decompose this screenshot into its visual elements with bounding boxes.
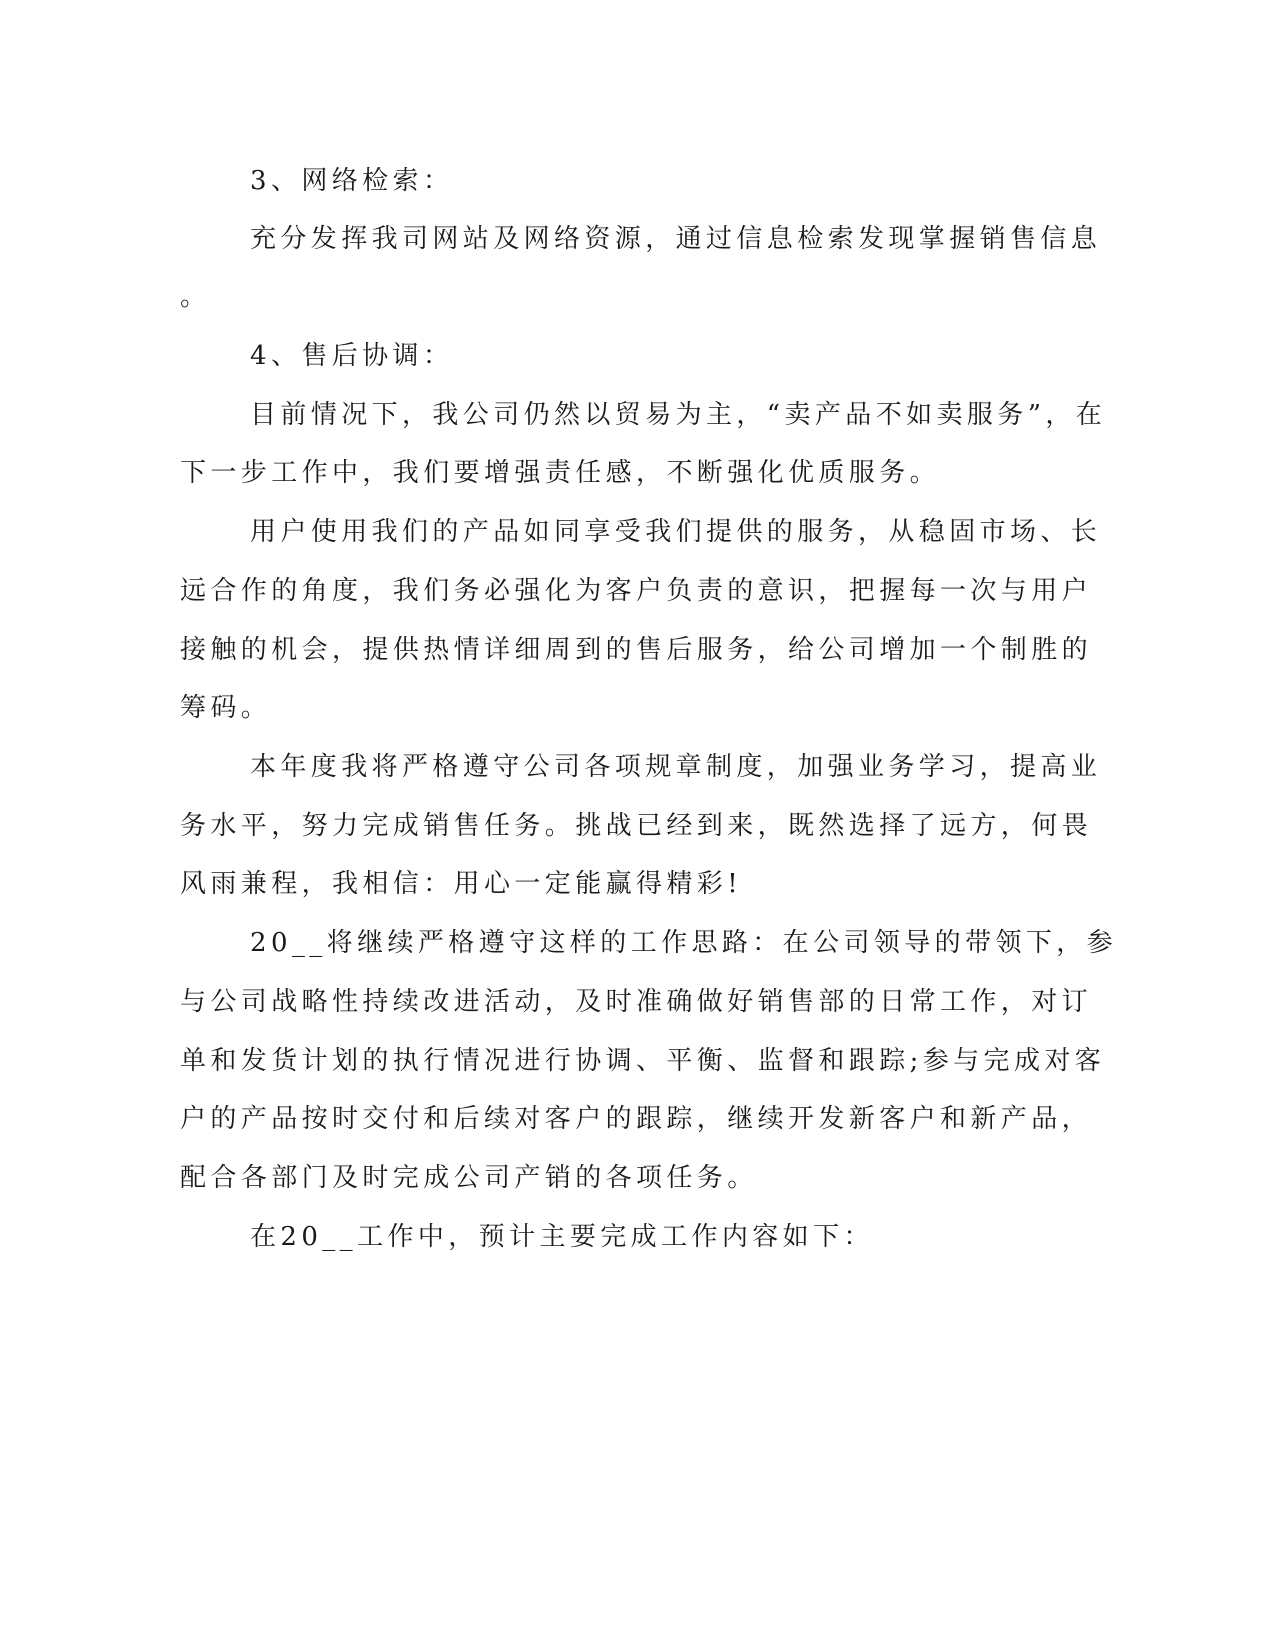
paragraph-line: 筹码。 — [180, 693, 272, 723]
paragraph-line: 与公司战略性持续改进活动，及时准确做好销售部的日常工作，对订 — [180, 987, 1093, 1017]
section-heading-web-search: 3、网络检索： — [250, 166, 454, 196]
paragraph-line: 。 — [180, 282, 211, 312]
paragraph-line: 户的产品按时交付和后续对客户的跟踪，继续开发新客户和新产品， — [180, 1104, 1093, 1134]
paragraph-line: 风雨兼程，我相信：用心一定能赢得精彩! — [180, 869, 743, 899]
paragraph-line: 配合各部门及时完成公司产销的各项任务。 — [180, 1163, 758, 1193]
paragraph-line: 目前情况下，我公司仍然以贸易为主，“卖产品不如卖服务”，在 — [250, 400, 1107, 430]
paragraph-line: 务水平，努力完成销售任务。挑战已经到来，既然选择了远方，何畏 — [180, 811, 1093, 841]
paragraph-line: 下一步工作中，我们要增强责任感，不断强化优质服务。 — [180, 458, 941, 488]
paragraph-line: 本年度我将严格遵守公司各项规章制度，加强业务学习，提高业 — [250, 752, 1102, 782]
paragraph-line: 远合作的角度，我们务必强化为客户负责的意识，把握每一次与用户 — [180, 576, 1093, 606]
paragraph-line: 用户使用我们的产品如同享受我们提供的服务，从稳固市场、长 — [250, 517, 1102, 547]
paragraph-line: 在20__工作中，预计主要完成工作内容如下： — [250, 1222, 874, 1252]
paragraph-line: 充分发挥我司网站及网络资源，通过信息检索发现掌握销售信息 — [250, 224, 1102, 254]
paragraph-line: 接触的机会，提供热情详细周到的售后服务，给公司增加一个制胜的 — [180, 635, 1093, 665]
section-heading-after-sales: 4、售后协调： — [250, 341, 454, 371]
paragraph-line: 单和发货计划的执行情况进行协调、平衡、监督和跟踪;参与完成对客 — [180, 1046, 1106, 1076]
paragraph-line: 20__将继续严格遵守这样的工作思路：在公司领导的带领下，参 — [250, 928, 1118, 958]
